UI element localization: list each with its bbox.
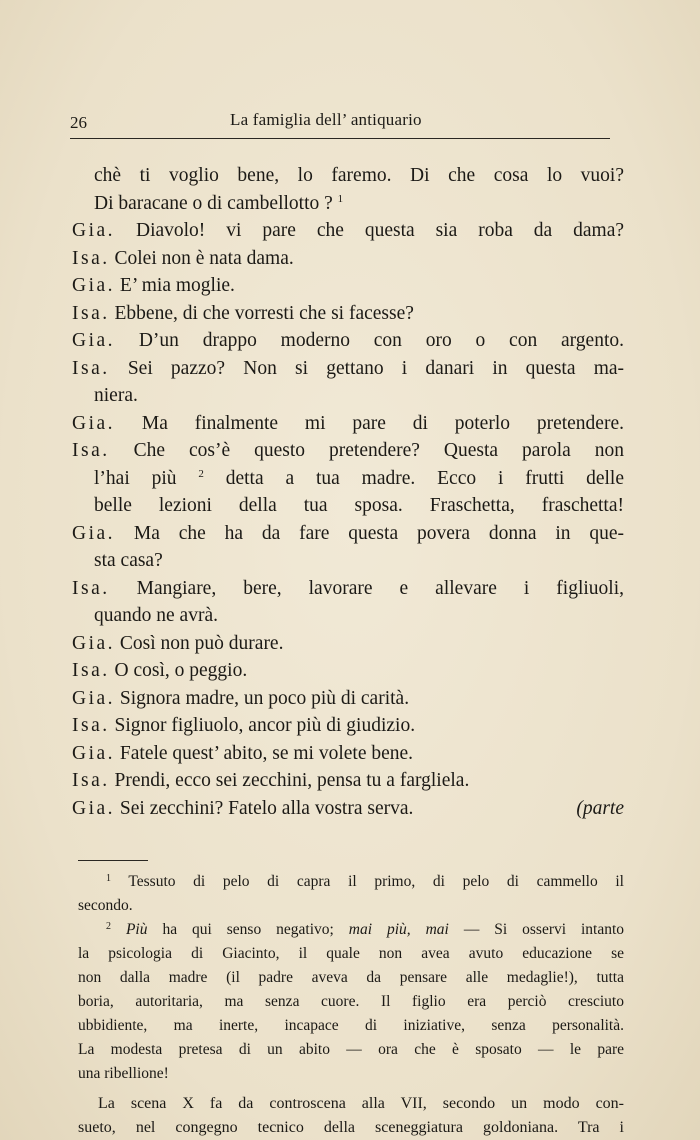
dialogue-line: [72, 795, 624, 823]
dialogue-line: [72, 162, 624, 190]
line-text: belle lezioni della tua sposa. Fraschetta, fraschetta!: [94, 495, 624, 516]
line-text: Mangiare, bere, lavorare e allevare i figliuoli,: [136, 577, 624, 599]
speaker-label: Isa.: [72, 770, 110, 791]
header-rule: [70, 138, 610, 139]
footnote-line: [78, 918, 624, 942]
footnote-number: 1: [106, 873, 111, 884]
speaker-label: Gia.: [72, 687, 116, 709]
footnote-line: [78, 1014, 624, 1038]
line-text: quando ne avrà.: [94, 605, 218, 626]
italic-term: Più: [125, 921, 148, 938]
dialogue-line: [72, 300, 624, 328]
dialogue-line: [72, 520, 624, 548]
line-text: D’un drappo moderno con oro o con argento.: [138, 330, 624, 351]
footnote-line: [78, 966, 624, 990]
dialogue-line: [72, 465, 624, 493]
line-text: Fatele quest’ abito, se mi volete bene.: [119, 742, 414, 764]
speaker-label: Gia.: [72, 522, 116, 544]
line-text: Prendi, ecco sei zecchini, pensa tu a fargliela.: [114, 770, 470, 791]
running-title: La famiglia dell’ antiquario: [230, 110, 422, 129]
dialogue-line: [72, 547, 624, 575]
line-text: Diavolo! vi pare che questa sia roba da dama?: [135, 220, 625, 241]
footnote-text: la psicologia di Giacinto, il quale non avea avuto educazione se: [78, 945, 624, 962]
dialogue-line: [72, 245, 624, 273]
italic-term: mai più, mai: [348, 921, 449, 938]
commentary-block: [78, 1092, 624, 1140]
speaker-label: Gia.: [72, 275, 116, 296]
footnote-ref[interactable]: 2: [198, 467, 204, 480]
dialogue-line: [72, 685, 624, 713]
dialogue-line: [72, 410, 624, 438]
footnote-rule: [78, 860, 148, 861]
footnote-line: [78, 1038, 624, 1062]
footnote-text: ubbidiente, ma inerte, incapace di iniziative, senza personalità.: [78, 1017, 624, 1034]
line-text: Ma finalmente mi pare di poterlo pretendere.: [141, 412, 624, 434]
line-text: Di baracane o di cambellotto ?: [94, 192, 333, 214]
dialogue-line: [72, 492, 624, 520]
dialogue-line: [72, 767, 624, 795]
dialogue-line: [72, 437, 624, 465]
page-header: [70, 110, 630, 140]
dialogue-line: [72, 630, 624, 658]
dialogue-line: [72, 740, 624, 768]
line-text: E’ mia moglie.: [119, 275, 235, 296]
line-text: Ebbene, di che vorresti che si facesse?: [114, 302, 414, 324]
speaker-label: Gia.: [72, 412, 116, 434]
footnote-number: 2: [106, 921, 111, 932]
speaker-label: Isa.: [72, 247, 110, 269]
commentary-text: La scena X fa da controscena alla VII, secondo un modo con-: [98, 1095, 624, 1112]
commentary-line: [78, 1092, 624, 1116]
line-text: Sei zecchini? Fatelo alla vostra serva.: [119, 797, 414, 819]
footnote-text: boria, autoritaria, ma senza cuore. Il figlio era perciò cresciuto: [78, 993, 624, 1010]
stage-direction: (parte: [576, 797, 624, 819]
line-text: Signora madre, un poco più di carità.: [119, 687, 410, 709]
footnote-line: [78, 990, 624, 1014]
dialogue-line: [72, 382, 624, 410]
footnote-line: [78, 894, 624, 918]
line-text: chè ti voglio bene, lo faremo. Di che cosa lo vuoi?: [94, 165, 624, 186]
speaker-label: Gia.: [72, 632, 116, 654]
footnote-line: [78, 942, 624, 966]
speaker-label: Isa.: [72, 660, 110, 681]
dialogue-line: [72, 575, 624, 603]
speaker-label: Isa.: [72, 577, 110, 599]
dialogue-block: [72, 162, 624, 822]
line-text: Che cos’è questo pretendere? Questa parola non: [133, 440, 625, 461]
line-text: Sei pazzo? Non si gettano i danari in questa ma-: [127, 357, 625, 379]
speaker-label: Isa.: [72, 302, 110, 324]
commentary-text: sueto, nel congegno tecnico della sceneggiatura goldoniana. Tra i: [78, 1119, 624, 1136]
speaker-label: Gia.: [72, 220, 116, 241]
dialogue-line: [72, 272, 624, 300]
page-number: 26: [70, 113, 87, 132]
speaker-label: Gia.: [72, 330, 116, 351]
footnote-ref[interactable]: 1: [337, 192, 344, 205]
dialogue-line: [72, 190, 624, 218]
dialogue-line: [72, 602, 624, 630]
dialogue-line: [72, 657, 624, 685]
footnote-text: — Si osservi intanto: [463, 921, 625, 938]
line-text: Signor figliuolo, ancor più di giudizio.: [114, 715, 416, 736]
speaker-label: Isa.: [72, 440, 110, 461]
dialogue-line: [72, 712, 624, 740]
footnote-line: [78, 1062, 624, 1086]
line-text: detta a tua madre. Ecco i frutti delle: [225, 467, 624, 489]
footnote-text: una ribellione!: [78, 1065, 169, 1082]
dialogue-line: [72, 355, 624, 383]
line-text: Colei non è nata dama.: [114, 247, 294, 269]
speaker-label: Isa.: [72, 357, 110, 379]
line-text: O così, o peggio.: [114, 660, 248, 681]
footnote-text: non dalla madre (il padre aveva da pensare alle medaglie!), tutta: [78, 969, 624, 986]
line-text: Ma che ha da fare questa povera donna in que-: [133, 522, 625, 544]
dialogue-line: [72, 217, 624, 245]
footnotes-block: [78, 870, 624, 1086]
line-text: l’hai più: [94, 467, 177, 489]
footnote-line: [78, 870, 624, 894]
footnote-text: secondo.: [78, 897, 133, 914]
speaker-label: Gia.: [72, 742, 116, 764]
footnote-text: Tessuto di pelo di capra il primo, di pelo di cammello il: [128, 873, 624, 890]
commentary-line: [78, 1116, 624, 1140]
line-text: niera.: [94, 385, 138, 406]
speaker-label: Isa.: [72, 715, 110, 736]
footnote-text: ha qui senso negativo;: [162, 921, 334, 938]
speaker-label: Gia.: [72, 797, 116, 819]
dialogue-line: [72, 327, 624, 355]
line-text: Così non può durare.: [119, 632, 284, 654]
footnote-text: La modesta pretesa di un abito — ora che è sposato — le pare: [78, 1041, 624, 1058]
line-text: sta casa?: [94, 550, 163, 571]
